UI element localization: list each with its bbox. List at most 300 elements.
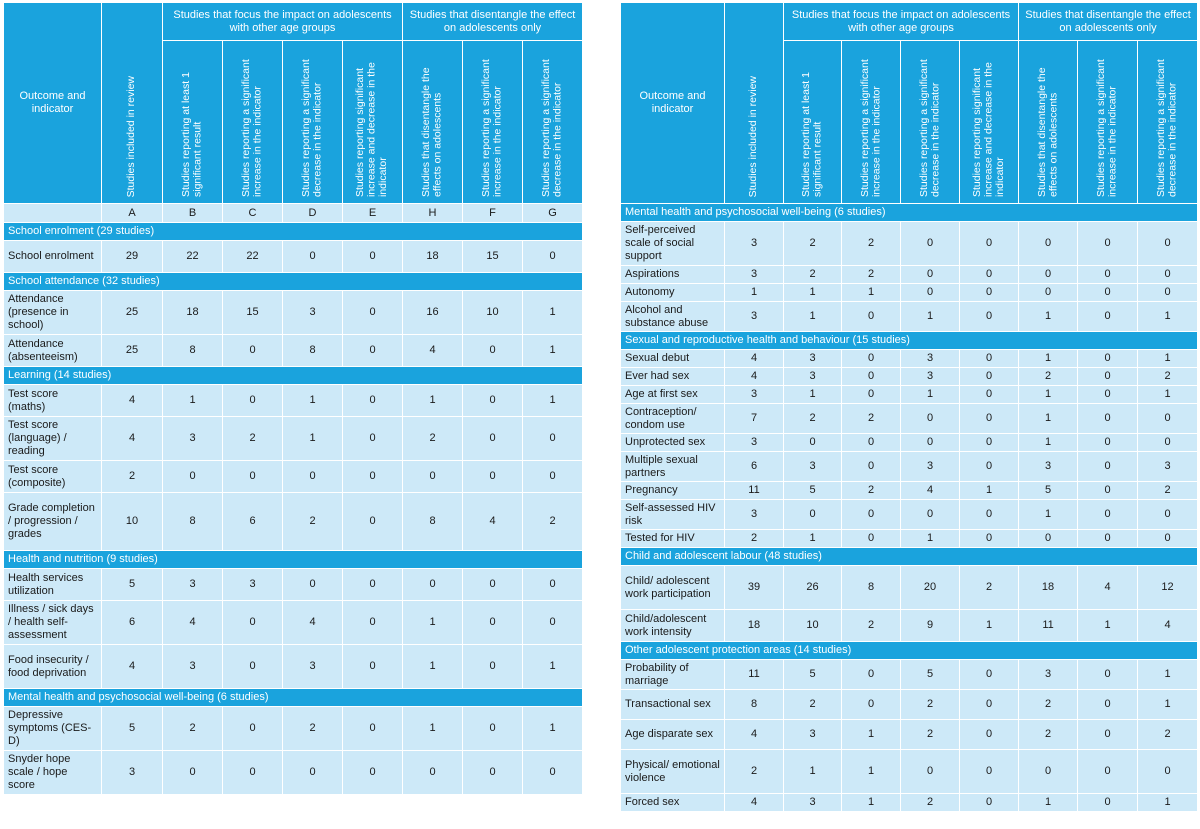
value-cell: 0 — [1138, 222, 1198, 266]
value-cell: 1 — [403, 385, 463, 417]
value-cell: 6 — [725, 452, 784, 482]
col-b-header — [163, 41, 223, 204]
value-cell: 0 — [343, 241, 403, 273]
value-cell: 0 — [223, 335, 283, 367]
value-cell: 0 — [223, 645, 283, 689]
value-cell: 0 — [343, 335, 403, 367]
group-adolescents-only-header: Studies that disentangle the effect on adolescents only — [403, 3, 583, 41]
value-cell: 0 — [463, 751, 523, 795]
value-cell: 15 — [223, 291, 283, 335]
left-table-panel — [3, 2, 582, 795]
table-row — [4, 751, 583, 795]
value-cell: 11 — [725, 482, 784, 500]
table-row — [621, 720, 1198, 750]
value-cell: 1 — [1019, 794, 1078, 812]
col-c-header — [223, 41, 283, 204]
left-outcomes-table — [3, 2, 583, 795]
value-cell: 1 — [784, 386, 842, 404]
indicator-label: Attendance (presence in school) — [4, 291, 102, 335]
indicator-label: Aspirations — [621, 266, 725, 284]
col-h-header-text: Studies that disentangle the effects on adolescents — [420, 67, 444, 197]
col-c-header-text: Studies reporting a significant increase in the indicator — [240, 59, 264, 197]
col-a-header-text: Studies included in review — [747, 75, 760, 197]
indicator-label: Self-perceived scale of social support — [621, 222, 725, 266]
value-cell: 18 — [403, 241, 463, 273]
value-cell: 1 — [1019, 500, 1078, 530]
right-table-panel — [620, 2, 1197, 812]
table-row — [621, 434, 1198, 452]
section-title: Child and adolescent labour (48 studies) — [621, 548, 1198, 566]
value-cell: 0 — [463, 417, 523, 461]
col-b-header — [784, 41, 842, 204]
value-cell: 0 — [1078, 284, 1138, 302]
value-cell: 1 — [403, 707, 463, 751]
value-cell: 0 — [403, 461, 463, 493]
value-cell: 1 — [283, 385, 343, 417]
value-cell: 3 — [725, 386, 784, 404]
value-cell: 0 — [960, 302, 1019, 332]
value-cell: 1 — [1019, 302, 1078, 332]
value-cell: 0 — [343, 751, 403, 795]
indicator-label: Probability of marriage — [621, 660, 725, 690]
value-cell: 0 — [1019, 750, 1078, 794]
column-letter: F — [463, 204, 523, 223]
col-e-header-text: Studies reporting significant increase and decrease in the indicator — [354, 62, 390, 197]
col-g-header-text: Studies reporting a significant decrease in the indicator — [540, 59, 564, 197]
value-cell: 0 — [523, 461, 583, 493]
value-cell: 0 — [1078, 720, 1138, 750]
col-a-header — [102, 3, 163, 204]
table-row — [621, 350, 1198, 368]
value-cell: 3 — [784, 350, 842, 368]
value-cell: 0 — [901, 500, 960, 530]
value-cell: 0 — [842, 302, 901, 332]
value-cell: 0 — [1078, 302, 1138, 332]
value-cell: 2 — [725, 530, 784, 548]
value-cell: 0 — [1019, 266, 1078, 284]
table-row — [621, 404, 1198, 434]
value-cell: 0 — [842, 434, 901, 452]
value-cell: 0 — [1078, 660, 1138, 690]
value-cell: 0 — [960, 434, 1019, 452]
value-cell: 1 — [1138, 794, 1198, 812]
table-row — [4, 601, 583, 645]
value-cell: 0 — [960, 404, 1019, 434]
indicator-label: Depressive symptoms (CES-D) — [4, 707, 102, 751]
value-cell: 18 — [725, 610, 784, 642]
value-cell: 1 — [1019, 434, 1078, 452]
section-header-row — [621, 204, 1198, 222]
column-letter: D — [283, 204, 343, 223]
value-cell: 0 — [842, 500, 901, 530]
section-title: Health and nutrition (9 studies) — [4, 551, 583, 569]
col-h-header — [403, 41, 463, 204]
value-cell: 0 — [463, 385, 523, 417]
value-cell: 4 — [725, 350, 784, 368]
value-cell: 2 — [784, 266, 842, 284]
section-title: School enrolment (29 studies) — [4, 223, 583, 241]
table-row — [4, 291, 583, 335]
value-cell: 0 — [1078, 266, 1138, 284]
value-cell: 0 — [1078, 690, 1138, 720]
value-cell: 3 — [1019, 660, 1078, 690]
value-cell: 2 — [163, 707, 223, 751]
value-cell: 0 — [1019, 222, 1078, 266]
table-row — [4, 385, 583, 417]
col-g-header — [523, 41, 583, 204]
value-cell: 0 — [1138, 266, 1198, 284]
section-header-row — [4, 367, 583, 385]
value-cell: 1 — [725, 284, 784, 302]
value-cell: 3 — [725, 266, 784, 284]
value-cell: 0 — [343, 645, 403, 689]
value-cell: 3 — [725, 500, 784, 530]
column-letters-row — [4, 204, 583, 223]
value-cell: 2 — [901, 794, 960, 812]
value-cell: 0 — [901, 404, 960, 434]
outcome-header: Outcome and indicator — [621, 3, 725, 204]
col-c-header-text: Studies reporting a significant increase in the indicator — [858, 59, 882, 197]
value-cell: 10 — [463, 291, 523, 335]
value-cell: 0 — [1078, 500, 1138, 530]
value-cell: 0 — [283, 751, 343, 795]
indicator-label: Grade completion / progression / grades — [4, 493, 102, 551]
value-cell: 0 — [901, 434, 960, 452]
value-cell: 15 — [463, 241, 523, 273]
table-row — [4, 417, 583, 461]
value-cell: 3 — [283, 291, 343, 335]
value-cell: 4 — [283, 601, 343, 645]
value-cell: 0 — [960, 284, 1019, 302]
col-g-header — [1138, 41, 1198, 204]
value-cell: 2 — [1138, 720, 1198, 750]
table-row — [621, 750, 1198, 794]
col-f-header-text: Studies reporting a significant increase in the indicator — [1095, 59, 1119, 197]
value-cell: 0 — [901, 750, 960, 794]
col-d-header — [283, 41, 343, 204]
value-cell: 3 — [163, 569, 223, 601]
value-cell: 4 — [1078, 566, 1138, 610]
value-cell: 0 — [1078, 452, 1138, 482]
table-row — [621, 266, 1198, 284]
value-cell: 2 — [1138, 482, 1198, 500]
section-title: Mental health and psychosocial well-being (6 studies) — [4, 689, 583, 707]
value-cell: 0 — [1019, 530, 1078, 548]
indicator-label: Age disparate sex — [621, 720, 725, 750]
value-cell: 1 — [1138, 350, 1198, 368]
value-cell: 3 — [725, 302, 784, 332]
value-cell: 0 — [283, 569, 343, 601]
value-cell: 0 — [523, 601, 583, 645]
value-cell: 2 — [1138, 368, 1198, 386]
value-cell: 0 — [901, 284, 960, 302]
indicator-label: Age at first sex — [621, 386, 725, 404]
value-cell: 2 — [725, 750, 784, 794]
table-row — [621, 794, 1198, 812]
section-header-row — [4, 551, 583, 569]
value-cell: 1 — [960, 482, 1019, 500]
table-row — [621, 222, 1198, 266]
indicator-label: Test score (maths) — [4, 385, 102, 417]
col-h-header — [1019, 41, 1078, 204]
value-cell: 8 — [163, 335, 223, 367]
value-cell: 0 — [960, 500, 1019, 530]
column-letter: B — [163, 204, 223, 223]
value-cell: 4 — [102, 417, 163, 461]
indicator-label: School enrolment — [4, 241, 102, 273]
value-cell: 0 — [842, 386, 901, 404]
column-letter: E — [343, 204, 403, 223]
value-cell: 18 — [1019, 566, 1078, 610]
value-cell: 3 — [901, 452, 960, 482]
value-cell: 4 — [1138, 610, 1198, 642]
value-cell: 1 — [523, 385, 583, 417]
value-cell: 0 — [523, 751, 583, 795]
table-row — [621, 500, 1198, 530]
value-cell: 1 — [901, 386, 960, 404]
value-cell: 0 — [343, 461, 403, 493]
column-letter: A — [102, 204, 163, 223]
value-cell: 1 — [784, 750, 842, 794]
value-cell: 9 — [901, 610, 960, 642]
value-cell: 6 — [102, 601, 163, 645]
value-cell: 0 — [1138, 530, 1198, 548]
value-cell: 0 — [1078, 222, 1138, 266]
value-cell: 0 — [223, 707, 283, 751]
value-cell: 0 — [842, 660, 901, 690]
indicator-label: Transactional sex — [621, 690, 725, 720]
value-cell: 3 — [1019, 452, 1078, 482]
value-cell: 2 — [960, 566, 1019, 610]
value-cell: 7 — [725, 404, 784, 434]
value-cell: 3 — [163, 645, 223, 689]
value-cell: 22 — [223, 241, 283, 273]
value-cell: 0 — [343, 493, 403, 551]
value-cell: 2 — [523, 493, 583, 551]
value-cell: 1 — [523, 645, 583, 689]
left-table-body — [4, 223, 583, 795]
value-cell: 0 — [343, 707, 403, 751]
value-cell: 1 — [842, 794, 901, 812]
value-cell: 11 — [725, 660, 784, 690]
value-cell: 0 — [343, 601, 403, 645]
indicator-label: Multiple sexual partners — [621, 452, 725, 482]
value-cell: 3 — [725, 222, 784, 266]
value-cell: 5 — [784, 660, 842, 690]
table-row — [621, 690, 1198, 720]
value-cell: 18 — [163, 291, 223, 335]
indicator-label: Snyder hope scale / hope score — [4, 751, 102, 795]
col-b-header-text: Studies reporting at least 1 significant result — [180, 72, 204, 197]
value-cell: 0 — [1138, 404, 1198, 434]
value-cell: 5 — [102, 569, 163, 601]
value-cell: 0 — [223, 601, 283, 645]
value-cell: 1 — [523, 291, 583, 335]
value-cell: 1 — [1019, 350, 1078, 368]
value-cell: 11 — [1019, 610, 1078, 642]
indicator-label: Self-assessed HIV risk — [621, 500, 725, 530]
value-cell: 0 — [1078, 404, 1138, 434]
table-row — [621, 302, 1198, 332]
value-cell: 4 — [725, 368, 784, 386]
letters-blank-cell — [4, 204, 102, 223]
value-cell: 0 — [784, 500, 842, 530]
section-title: Sexual and reproductive health and behaviour (15 studies) — [621, 332, 1198, 350]
col-e-header-text: Studies reporting significant increase and decrease in the indicator — [970, 62, 1006, 197]
section-header-row — [4, 273, 583, 291]
value-cell: 0 — [1138, 284, 1198, 302]
value-cell: 0 — [1078, 350, 1138, 368]
value-cell: 0 — [463, 461, 523, 493]
section-header-row — [4, 689, 583, 707]
indicator-label: Contraception/ condom use — [621, 404, 725, 434]
table-row — [621, 530, 1198, 548]
group-adolescents-only-header: Studies that disentangle the effect on adolescents only — [1019, 3, 1198, 41]
value-cell: 1 — [523, 707, 583, 751]
value-cell: 0 — [163, 751, 223, 795]
value-cell: 4 — [102, 645, 163, 689]
value-cell: 0 — [1138, 500, 1198, 530]
value-cell: 0 — [223, 461, 283, 493]
value-cell: 1 — [901, 530, 960, 548]
indicator-label: Child/ adolescent work participation — [621, 566, 725, 610]
value-cell: 0 — [960, 530, 1019, 548]
value-cell: 3 — [784, 720, 842, 750]
value-cell: 4 — [725, 720, 784, 750]
value-cell: 2 — [842, 482, 901, 500]
value-cell: 3 — [901, 368, 960, 386]
value-cell: 0 — [223, 385, 283, 417]
value-cell: 3 — [163, 417, 223, 461]
value-cell: 5 — [102, 707, 163, 751]
value-cell: 3 — [784, 452, 842, 482]
value-cell: 1 — [1138, 386, 1198, 404]
column-letter: C — [223, 204, 283, 223]
table-row — [621, 284, 1198, 302]
value-cell: 22 — [163, 241, 223, 273]
value-cell: 0 — [960, 690, 1019, 720]
value-cell: 3 — [1138, 452, 1198, 482]
value-cell: 0 — [463, 601, 523, 645]
value-cell: 1 — [784, 302, 842, 332]
value-cell: 0 — [343, 385, 403, 417]
value-cell: 3 — [223, 569, 283, 601]
table-row — [621, 482, 1198, 500]
value-cell: 2 — [842, 610, 901, 642]
value-cell: 0 — [1078, 434, 1138, 452]
indicator-label: Test score (language) / reading — [4, 417, 102, 461]
value-cell: 1 — [842, 720, 901, 750]
col-g-header-text: Studies reporting a significant decrease in the indicator — [1155, 59, 1179, 197]
indicator-label: Forced sex — [621, 794, 725, 812]
table-row — [621, 386, 1198, 404]
indicator-label: Physical/ emotional violence — [621, 750, 725, 794]
value-cell: 1 — [901, 302, 960, 332]
value-cell: 0 — [842, 368, 901, 386]
value-cell: 0 — [163, 461, 223, 493]
value-cell: 0 — [1138, 750, 1198, 794]
col-e-header — [343, 41, 403, 204]
col-a-header — [725, 3, 784, 204]
value-cell: 0 — [901, 266, 960, 284]
value-cell: 0 — [842, 530, 901, 548]
value-cell: 0 — [1138, 434, 1198, 452]
value-cell: 8 — [163, 493, 223, 551]
group-other-ages-header: Studies that focus the impact on adolescents with other age groups — [784, 3, 1019, 41]
indicator-label: Ever had sex — [621, 368, 725, 386]
value-cell: 1 — [784, 530, 842, 548]
section-header-row — [4, 223, 583, 241]
value-cell: 0 — [960, 222, 1019, 266]
section-title: Learning (14 studies) — [4, 367, 583, 385]
col-f-header-text: Studies reporting a significant increase in the indicator — [480, 59, 504, 197]
value-cell: 1 — [523, 335, 583, 367]
value-cell: 1 — [283, 417, 343, 461]
value-cell: 1 — [1138, 690, 1198, 720]
indicator-label: Health services utilization — [4, 569, 102, 601]
value-cell: 1 — [403, 645, 463, 689]
value-cell: 2 — [283, 707, 343, 751]
value-cell: 4 — [163, 601, 223, 645]
value-cell: 1 — [403, 601, 463, 645]
value-cell: 10 — [102, 493, 163, 551]
table-row — [4, 645, 583, 689]
indicator-label: Alcohol and substance abuse — [621, 302, 725, 332]
value-cell: 0 — [960, 660, 1019, 690]
value-cell: 0 — [523, 417, 583, 461]
value-cell: 2 — [784, 222, 842, 266]
value-cell: 1 — [842, 284, 901, 302]
section-header-row — [621, 642, 1198, 660]
value-cell: 6 — [223, 493, 283, 551]
value-cell: 0 — [1078, 530, 1138, 548]
value-cell: 2 — [901, 720, 960, 750]
value-cell: 10 — [784, 610, 842, 642]
value-cell: 4 — [901, 482, 960, 500]
value-cell: 0 — [901, 222, 960, 266]
value-cell: 0 — [463, 335, 523, 367]
value-cell: 1 — [1019, 404, 1078, 434]
indicator-label: Autonomy — [621, 284, 725, 302]
col-f-header — [463, 41, 523, 204]
table-row — [621, 610, 1198, 642]
value-cell: 0 — [1078, 386, 1138, 404]
indicator-label: Child/adolescent work intensity — [621, 610, 725, 642]
indicator-label: Pregnancy — [621, 482, 725, 500]
indicator-label: Tested for HIV — [621, 530, 725, 548]
value-cell: 1 — [1138, 660, 1198, 690]
value-cell: 1 — [163, 385, 223, 417]
value-cell: 0 — [523, 569, 583, 601]
value-cell: 0 — [960, 750, 1019, 794]
value-cell: 0 — [960, 794, 1019, 812]
value-cell: 2 — [1019, 368, 1078, 386]
value-cell: 3 — [283, 645, 343, 689]
value-cell: 16 — [403, 291, 463, 335]
value-cell: 5 — [1019, 482, 1078, 500]
section-title: School attendance (32 studies) — [4, 273, 583, 291]
value-cell: 0 — [1078, 368, 1138, 386]
col-h-header-text: Studies that disentangle the effects on adolescents — [1035, 67, 1060, 197]
value-cell: 0 — [960, 368, 1019, 386]
col-f-header — [1078, 41, 1138, 204]
value-cell: 25 — [102, 291, 163, 335]
value-cell: 26 — [784, 566, 842, 610]
value-cell: 2 — [403, 417, 463, 461]
value-cell: 1 — [842, 750, 901, 794]
value-cell: 1 — [1019, 386, 1078, 404]
value-cell: 1 — [1078, 610, 1138, 642]
